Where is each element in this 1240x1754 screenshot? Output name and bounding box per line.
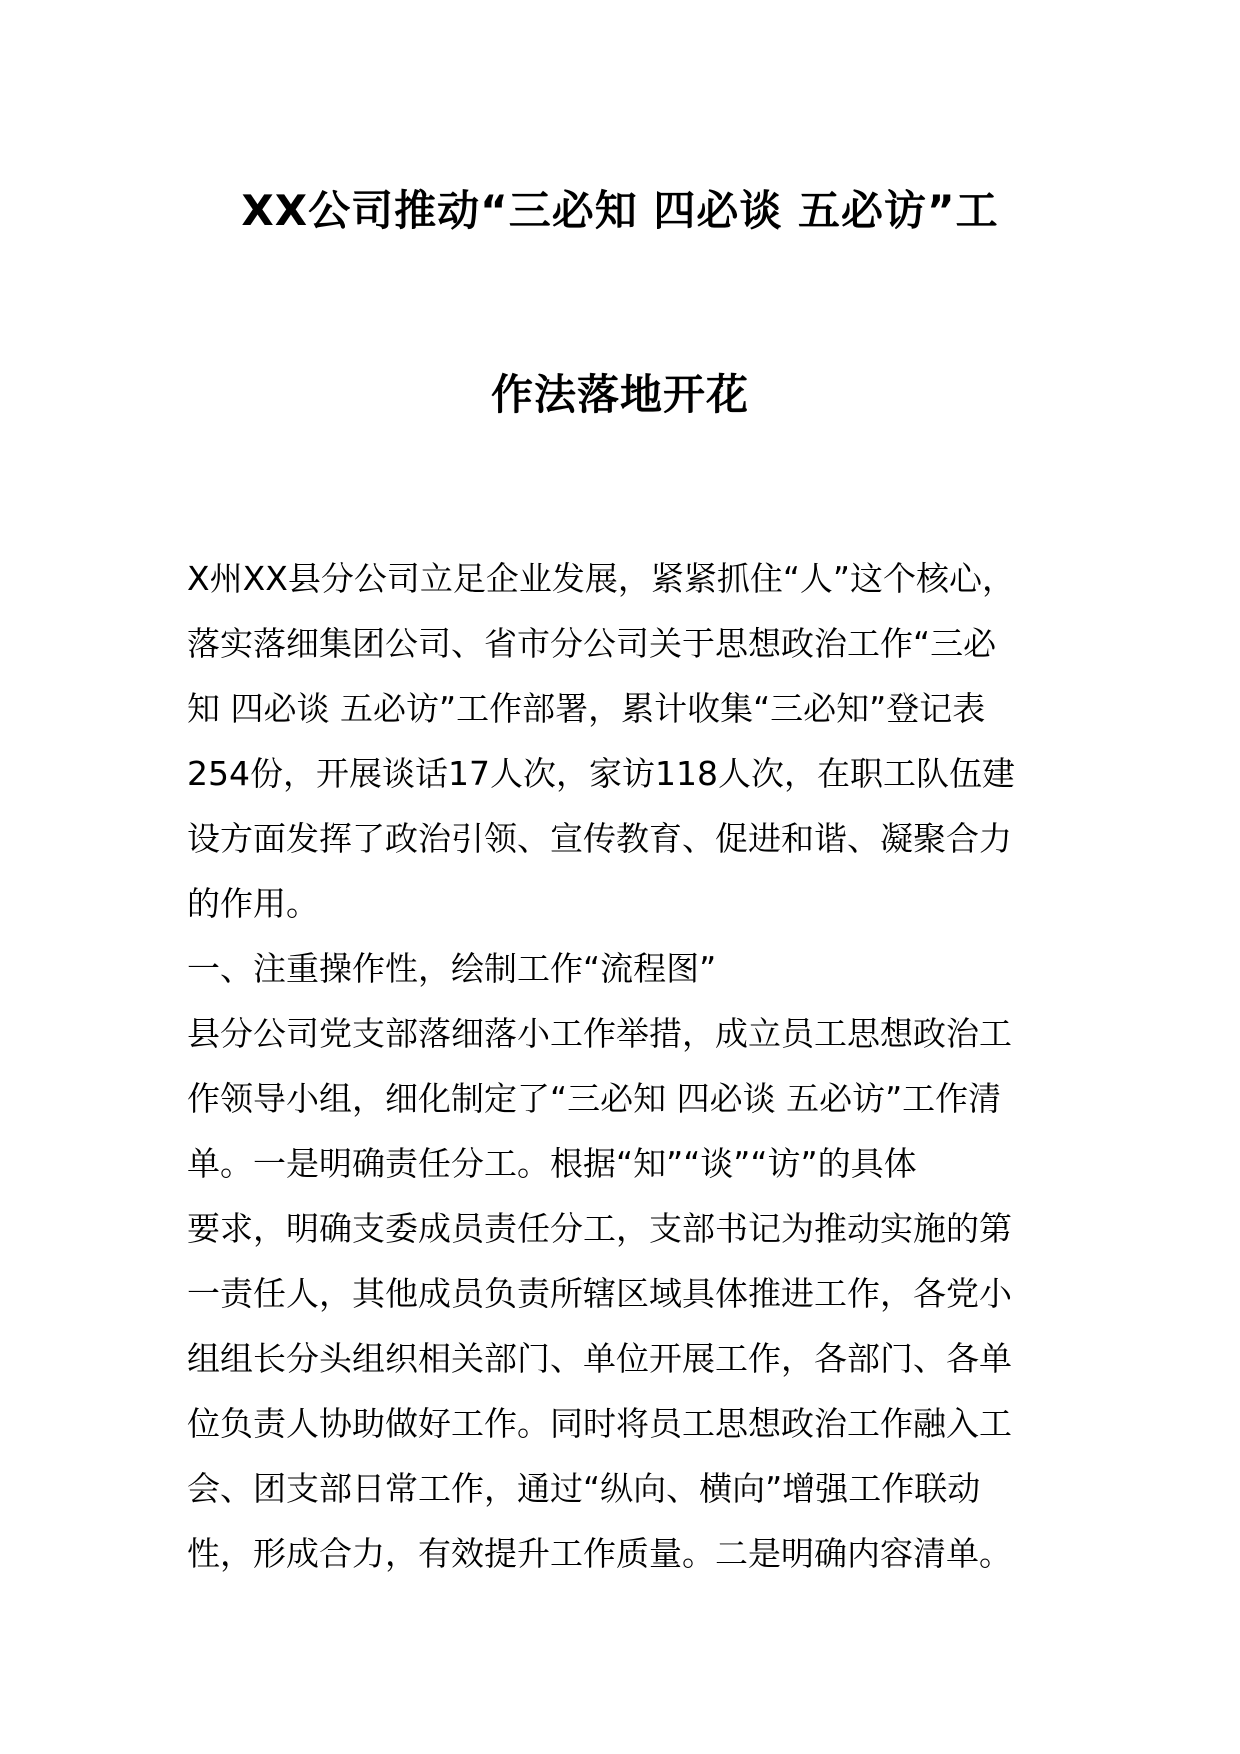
body-line: 设方面发挥了政治引领、宣传教育、促进和谐、凝聚合力	[187, 819, 1012, 858]
body-line: 要求，明确支委成员责任分工，支部书记为推动实施的第	[187, 1209, 1012, 1248]
section-heading: 一、注重操作性，绘制工作“流程图”	[187, 949, 717, 988]
body-line: X州XX县分公司立足企业发展，紧紧抓住“人”这个核心，	[187, 559, 1016, 598]
body-line: 性，形成合力，有效提升工作质量。二是明确内容清单。	[187, 1534, 1012, 1573]
body-line: 组组长分头组织相关部门、单位开展工作，各部门、各单	[187, 1339, 1012, 1378]
body-line: 知 四必谈 五必访”工作部署，累计收集“三必知”登记表	[187, 689, 986, 728]
body-line: 位负责人协助做好工作。同时将员工思想政治工作融入工	[187, 1404, 1012, 1443]
document-body	[187, 546, 1087, 1586]
body-line: 会、团支部日常工作，通过“纵向、横向”增强工作联动	[187, 1469, 981, 1508]
document-title-line-2: 作法落地开花	[490, 370, 749, 419]
body-line: 单。一是明确责任分工。根据“知”“谈”“访”的具体	[187, 1144, 917, 1183]
body-line: 254份，开展谈话17人次，家访118人次，在职工队伍建	[187, 754, 1015, 793]
body-line: 落实落细集团公司、省市分公司关于思想政治工作“三必	[187, 624, 997, 663]
body-line: 一责任人，其他成员负责所辖区域具体推进工作，各党小	[187, 1274, 1012, 1313]
document-title-line-1: XX公司推动“三必知 四必谈 五必访”工	[241, 186, 999, 235]
body-line: 县分公司党支部落细落小工作举措，成立员工思想政治工	[187, 1014, 1012, 1053]
body-line: 的作用。	[187, 884, 319, 923]
body-line: 作领导小组，细化制定了“三必知 四必谈 五必访”工作清	[187, 1079, 1002, 1118]
